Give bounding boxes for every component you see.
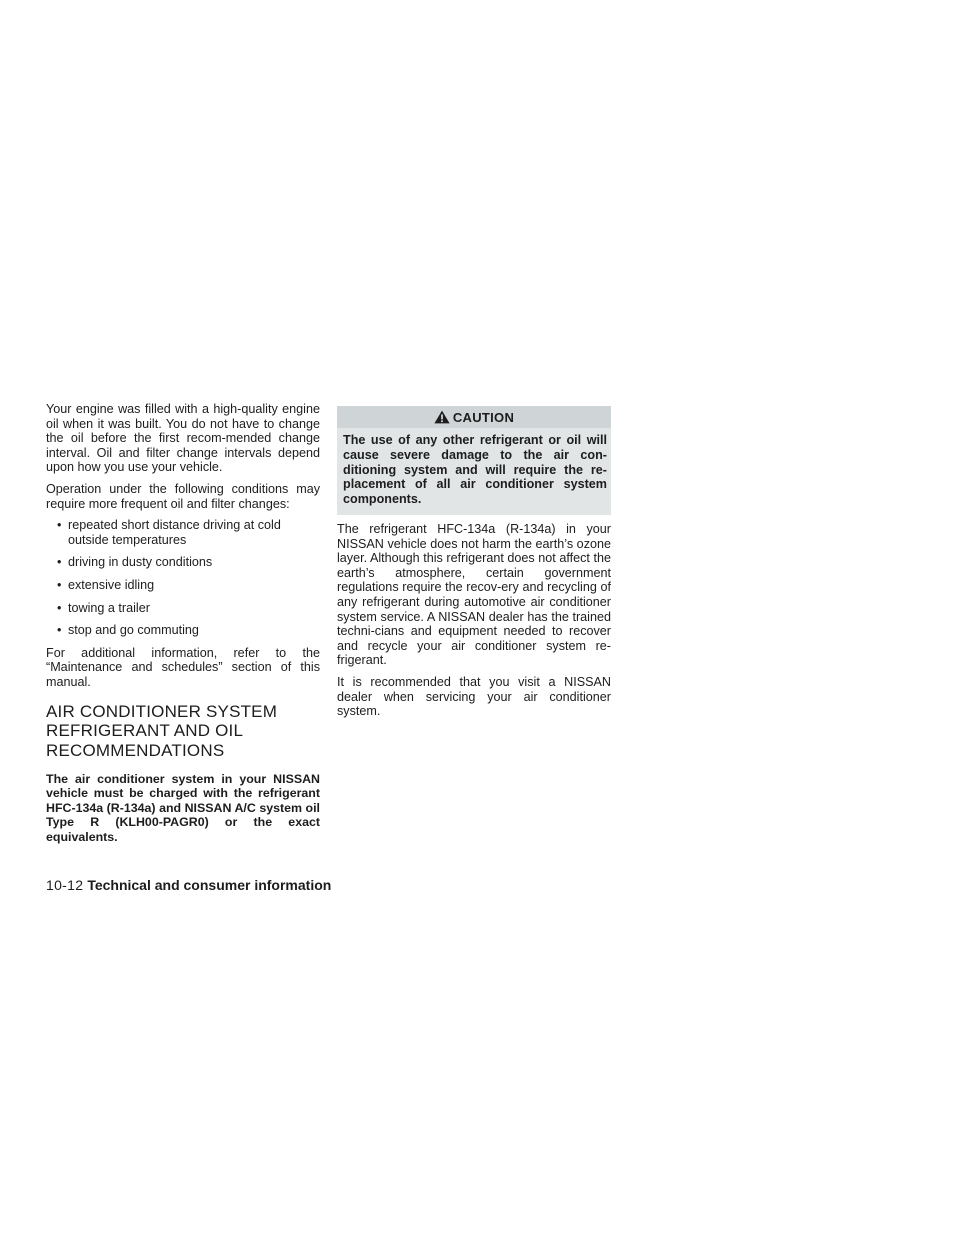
section-title: Technical and consumer information [87,877,332,893]
caution-text: The use of any other refrigerant or oil will cause severe damage to the air con-ditioning system and will require the re-placement of all air conditioner system components. [343,433,607,507]
conditions-list [46,518,320,638]
list-item: • extensive idling [57,577,155,592]
caution-header [337,406,611,428]
list-item: • driving in dusty conditions [57,555,213,570]
list-item: • towing a trailer [57,600,150,615]
page-footer [46,877,331,893]
dealer-paragraph: It is recommended that you visit a NISSAN dealer when servicing your air conditioner system. [337,674,611,719]
bullet-icon: • [57,518,62,533]
refrigerant-paragraph: The refrigerant HFC-134a (R-134a) in your NISSAN vehicle does not harm the earth’s ozone layer. Although this refrigerant does not affect the earth’s atmosphere, certain government regulations require the recov-ery and recycling of any refrigerant during automotive air conditioner system service. A NISSAN dealer has the trained techni-cians and equipment needed to recover and recycle your air conditioner system re-frigerant. [337,521,611,668]
bullet-icon: • [57,600,62,615]
left-column [46,402,320,844]
reference-paragraph: For additional information, refer to the “Maintenance and schedules” section of this manual. [46,645,320,689]
caution-box [337,406,611,515]
bullet-icon: • [57,577,62,592]
conditions-paragraph: Operation under the following conditions may require more frequent oil and filter changes: [46,481,320,511]
warning-triangle-icon [434,410,450,424]
caution-title: CAUTION [452,409,515,425]
section-heading: AIR CONDITIONER SYSTEM REFRIGERANT AND OIL RECOMMENDATIONS [46,701,278,760]
page-number: 10-12 [46,877,84,893]
bullet-icon: • [57,555,62,570]
right-column [337,406,611,726]
intro-paragraph: Your engine was filled with a high-quality engine oil when it was built. You do not have to change the oil before the first recom-mended change interval. Oil and filter change intervals depend upon how you use your vehicle. [46,402,320,475]
bullet-icon: • [57,623,62,638]
list-item: • repeated short distance driving at cold outside temperatures [57,518,281,547]
refrigerant-requirement: The air conditioner system in your NISSAN vehicle must be charged with the refrigerant HFC-134a (R-134a) and NISSAN A/C system oil Type R (KLH00-PAGR0) or the exact equivalents. [46,772,320,844]
list-item: • stop and go commuting [57,623,199,638]
